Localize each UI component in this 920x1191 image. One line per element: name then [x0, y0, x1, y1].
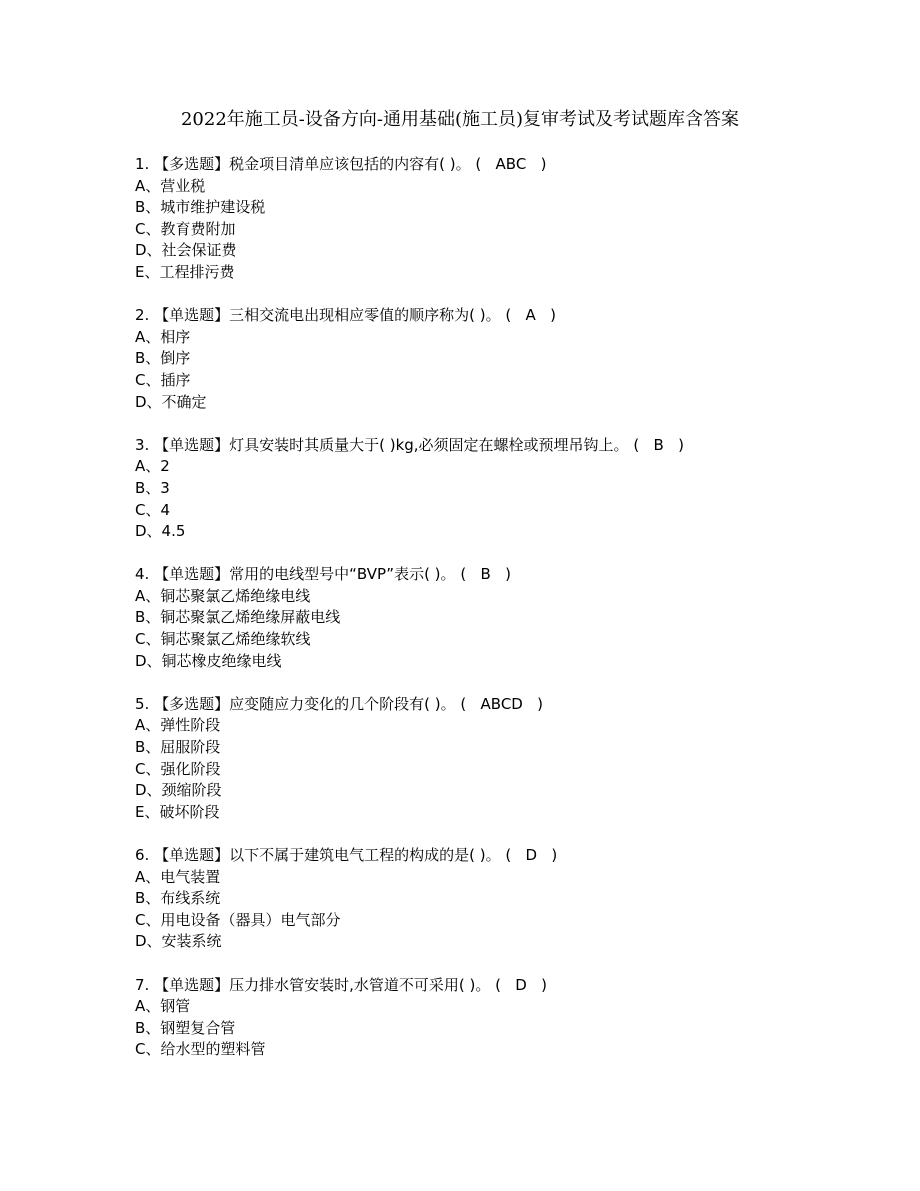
- question-5: [135, 694, 684, 824]
- question-6: [135, 845, 684, 953]
- question-answer: ( D ): [505, 846, 558, 864]
- question-type: 【单选题】: [154, 435, 230, 454]
- document-title: 2022年施工员-设备方向-通用基础(施工员)复审考试及考试题库含答案: [180, 109, 739, 130]
- question-text: 常用的电线型号中“BVP”表示( )。: [229, 565, 456, 584]
- question-option: A、钢管: [135, 997, 191, 1016]
- question-option: A、营业税: [135, 176, 206, 195]
- question-number: 7.: [135, 975, 150, 994]
- question-text: 应变随应力变化的几个阶段有( )。: [229, 694, 456, 713]
- question-answer: ( D ): [495, 975, 548, 994]
- question-stem: [135, 975, 684, 997]
- question-answer: ( B ): [633, 435, 684, 454]
- question-number: 3.: [135, 435, 150, 454]
- question-text: 灯具安装时其质量大于( )kg,必须固定在螺栓或预埋吊钩上。: [229, 435, 629, 454]
- question-option: B、3: [135, 478, 170, 497]
- question-type: 【单选题】: [154, 306, 230, 325]
- question-stem: [135, 845, 684, 867]
- question-option: B、城市维护建设税: [135, 198, 266, 217]
- question-option: C、强化阶段: [135, 759, 221, 778]
- question-option: D、不确定: [135, 392, 207, 411]
- question-option: C、4: [135, 500, 171, 519]
- question-option: C、给水型的塑料管: [135, 1040, 266, 1059]
- question-type: 【单选题】: [154, 975, 230, 994]
- question-option: A、电气装置: [135, 867, 221, 886]
- question-answer: ( B ): [460, 565, 511, 584]
- question-option: D、铜芯橡皮绝缘电线: [135, 651, 282, 670]
- question-type: 【单选题】: [154, 565, 230, 584]
- question-option: D、社会保证费: [135, 241, 237, 260]
- question-option: A、相序: [135, 327, 191, 346]
- question-option: B、钢塑复合管: [135, 1018, 236, 1037]
- question-answer: ( A ): [505, 306, 556, 325]
- question-option: D、安装系统: [135, 932, 222, 951]
- question-stem: [135, 694, 684, 716]
- question-text: 税金项目清单应该包括的内容有( )。: [229, 155, 471, 173]
- question-option: B、倒序: [135, 349, 191, 368]
- question-stem: [135, 154, 684, 176]
- question-option: C、教育费附加: [135, 219, 236, 238]
- question-list: [135, 154, 684, 1083]
- question-number: 6.: [135, 846, 150, 864]
- question-option: C、用电设备（器具）电气部分: [135, 910, 341, 929]
- question-stem: [135, 435, 684, 457]
- question-type: 【单选题】: [154, 846, 230, 864]
- question-number: 5.: [135, 694, 150, 713]
- question-option: B、铜芯聚氯乙烯绝缘屏蔽电线: [135, 608, 341, 627]
- question-text: 压力排水管安装时,水管道不可采用( )。: [229, 975, 491, 994]
- question-2: [135, 305, 684, 413]
- question-1: [135, 154, 684, 284]
- question-4: [135, 564, 684, 672]
- question-option: D、颈缩阶段: [135, 781, 222, 800]
- question-option: B、屈服阶段: [135, 738, 221, 757]
- question-stem: [135, 305, 684, 327]
- question-option: A、弹性阶段: [135, 716, 221, 735]
- question-option: A、铜芯聚氯乙烯绝缘电线: [135, 586, 311, 605]
- question-stem: [135, 564, 684, 586]
- question-number: 4.: [135, 565, 150, 584]
- question-option: D、4.5: [135, 522, 186, 541]
- question-number: 2.: [135, 306, 150, 325]
- question-text: 三相交流电出现相应零值的顺序称为( )。: [229, 306, 501, 325]
- question-option: A、2: [135, 457, 170, 476]
- question-answer: ( ABC ): [475, 155, 547, 173]
- question-option: E、工程排污费: [135, 262, 235, 281]
- question-number: 1.: [135, 155, 150, 173]
- question-3: [135, 435, 684, 543]
- question-7: [135, 975, 684, 1061]
- question-option: B、布线系统: [135, 889, 221, 908]
- question-option: C、铜芯聚氯乙烯绝缘软线: [135, 630, 311, 649]
- question-option: C、插序: [135, 370, 191, 389]
- question-text: 以下不属于建筑电气工程的构成的是( )。: [229, 846, 501, 864]
- question-option: E、破坏阶段: [135, 802, 220, 821]
- question-type: 【多选题】: [154, 155, 230, 173]
- question-answer: ( ABCD ): [460, 694, 543, 713]
- question-type: 【多选题】: [154, 694, 230, 713]
